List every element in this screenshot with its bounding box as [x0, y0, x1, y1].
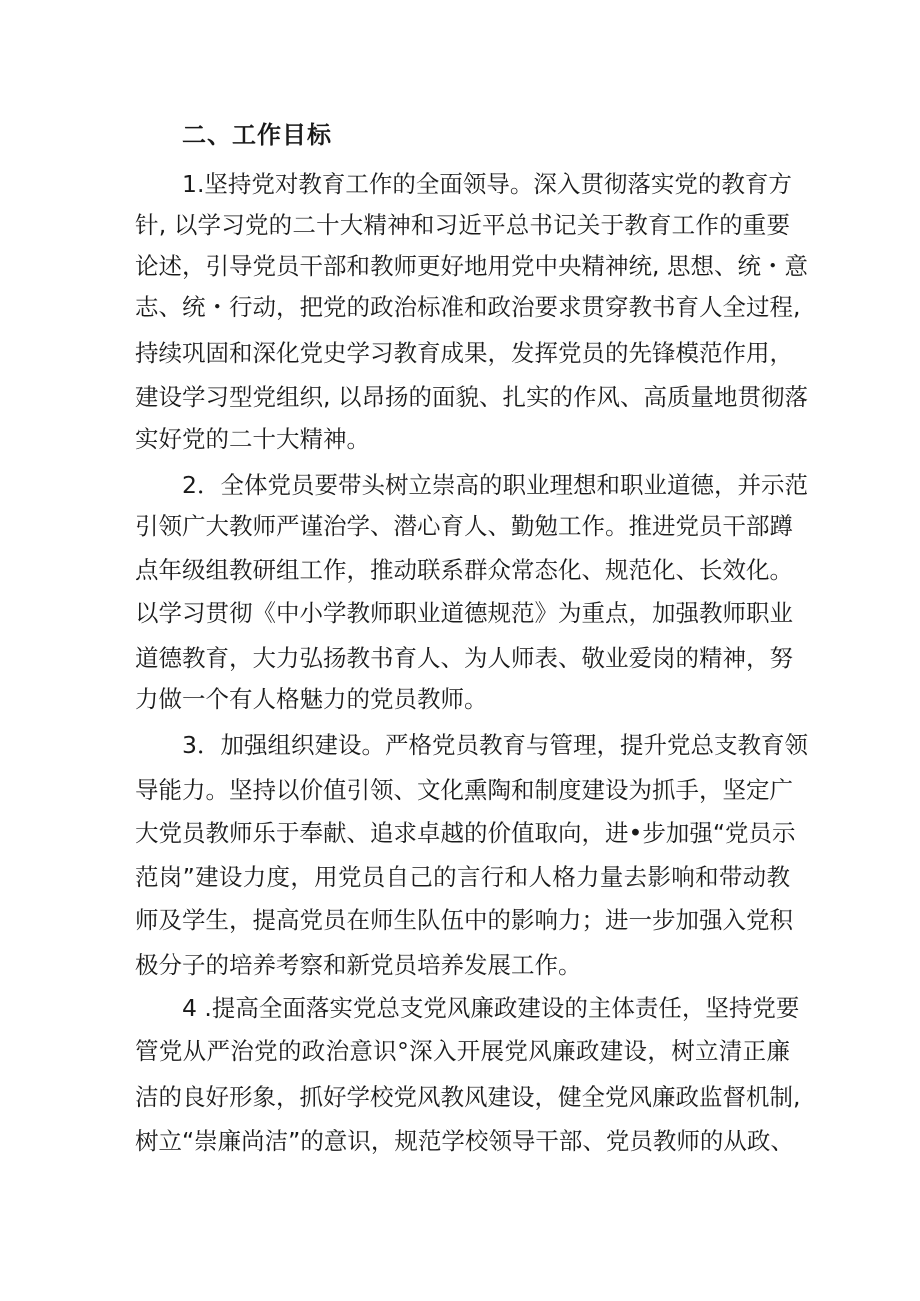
paragraph-4-line-2: 管党从严治党的政治意识°深入开展党风廉政建设，树立清正廉 — [135, 1037, 790, 1065]
paragraph-2-line-5: 道德教育，大力弘扬教书育人、为人师表、敬业爱岗的精神，努 — [135, 644, 793, 672]
paragraph-3-line-2: 导能力。坚持以价值引领、文化熏陶和制度建设为抓手，坚定广 — [135, 776, 793, 804]
paragraph-2-line-6: 力做一个有人格魅力的党员教师。 — [135, 685, 488, 713]
paragraph-1-line-2: 针, 以学习党的二十大精神和习近平总书记关于教育工作的重要 — [135, 211, 790, 239]
paragraph-3-line-4: 范岗”建设力度，用党员自己的言行和人格力量去影响和带动教 — [135, 863, 790, 891]
paragraph-1-line-3: 论述，引导党员干部和教师更好地用党中央精神统, 思想、统・意 — [135, 252, 808, 280]
paragraph-1-line-4: 志、统・行动，把党的政治标准和政治要求贯穿教书育人全过程, — [135, 293, 801, 321]
paragraph-1-line-6: 建设学习型党组织, 以昂扬的面貌、扎实的作风、高质量地贯彻落 — [135, 383, 808, 411]
paragraph-4-line-4: 树立“崇廉尚洁”的意识，规范学校领导干部、党员教师的从政、 — [135, 1127, 794, 1155]
paragraph-3-line-5: 师及学生，提高党员在师生队伍中的影响力；进一步加强入党积 — [135, 906, 793, 934]
paragraph-4-line-3: 洁的良好形象，抓好学校党风教风建设，健全党风廉政监督机制, — [135, 1083, 801, 1111]
paragraph-2-line-2: 引领广大教师严谨治学、潜心育人、勤勉工作。推进党员干部蹲 — [135, 512, 793, 540]
paragraph-1-line-7: 实好党的二十大精神。 — [135, 425, 370, 453]
paragraph-2-line-4: 以学习贯彻《中小学教师职业道德规范》为重点，加强教师职业 — [135, 599, 793, 627]
paragraph-3-line-3: 大党员教师乐于奉献、追求卓越的价值取向，进•步加强“党员示 — [135, 819, 796, 847]
paragraph-2-line-1: 2．全体党员要带头树立崇高的职业理想和职业道德，并示范 — [182, 471, 808, 499]
paragraph-1-line-1: 1.坚持党对教育工作的全面领导。深入贯彻落实党的教育方 — [182, 170, 792, 198]
paragraph-1-line-5: 持续巩固和深化党史学习教育成果，发挥党员的先锋模范作用， — [135, 339, 793, 367]
paragraph-4-line-1: 4 .提高全面落实党总支党风廉政建设的主体责任，坚持党要 — [182, 994, 800, 1022]
paragraph-3-line-6: 极分子的培养考察和新党员培养发展工作。 — [135, 951, 582, 979]
paragraph-2-line-3: 点年级组教研组工作，推动联系群众常态化、规范化、长效化。 — [135, 556, 793, 584]
paragraph-3-line-1: 3．加强组织建设。严格党员教育与管理，提升党总支教育领 — [182, 731, 808, 759]
section-heading: 二、工作目标 — [182, 121, 332, 149]
